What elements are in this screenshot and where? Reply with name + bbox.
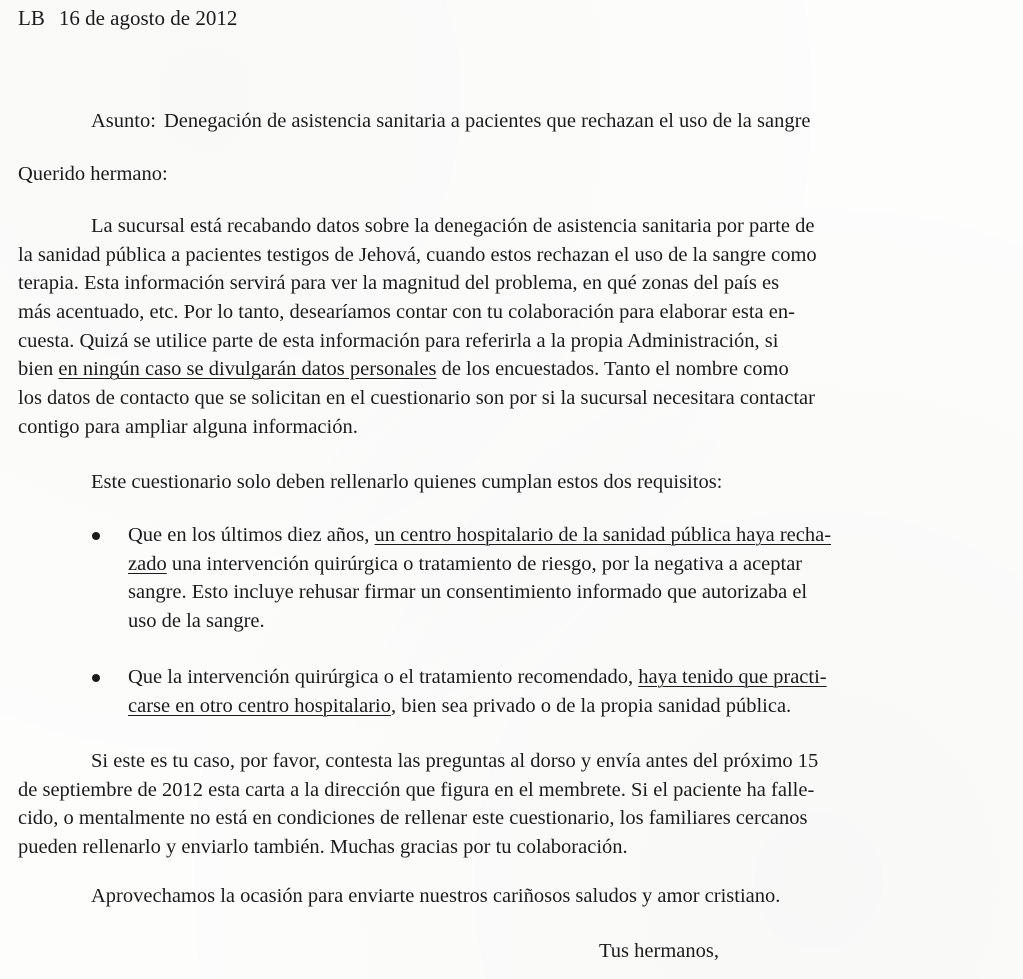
paragraph-line [128, 521, 831, 550]
subject-label: Asunto: [91, 110, 156, 132]
paragraph-line [128, 550, 831, 579]
paragraph-line [18, 355, 817, 384]
paragraph-line: la sanidad pública a pacientes testigos de Jehová, cuando estos rechazan el uso de la sangre como [18, 243, 817, 266]
underlined-text: carse en otro centro hospitalario [128, 694, 391, 717]
text-fragment: Que en los últimos diez años, [128, 524, 370, 546]
paragraph-instructions [18, 747, 818, 862]
paragraph-line: cido, o mentalmente no está en condiciones de rellenar este cuestionario, los familiares cercanos [18, 807, 808, 830]
bullet-icon [92, 674, 100, 682]
signature: Tus hermanos, [599, 940, 719, 962]
paragraph-line [128, 663, 827, 692]
requirement-text [128, 521, 831, 636]
paragraph-line: uso de la sangre. [128, 610, 265, 633]
salutation: Querido hermano: [18, 163, 168, 185]
paragraph-line: La sucursal está recabando datos sobre la denegación de asistencia sanitaria por parte de [91, 215, 815, 237]
underlined-text: en ningún caso se divulgarán datos personales [58, 358, 437, 381]
paragraph-line [128, 692, 827, 721]
paragraph-line: sangre. Esto incluye rehusar firmar un consentimiento informado que autorizaba el [128, 581, 808, 604]
requirements-intro: Este cuestionario solo deben rellenarlo quienes cumplan estos dos requisitos: [91, 471, 723, 493]
paragraph-line: Si este es tu caso, por favor, contesta las preguntas al dorso y envía antes del próximo 15 [91, 750, 819, 772]
paragraph-line: los datos de contacto que se solicitan en el cuestionario son por si la sucursal necesitara contactar [18, 387, 815, 410]
paragraph-line: pueden rellenarlo y enviarlo también. Muchas gracias por tu colaboración. [18, 836, 628, 859]
paragraph-line: terapia. Esta información servirá para ver la magnitud del problema, en qué zonas del país es [18, 272, 780, 295]
text-fragment: Que la intervención quirúrgica o el tratamiento recomendado, [128, 666, 634, 688]
text-fragment: bien [18, 358, 54, 381]
paragraph-intro [18, 212, 817, 442]
underlined-text: un centro hospitalario de la sanidad pública haya recha- [374, 524, 832, 546]
underlined-text: zado [128, 552, 167, 575]
paragraph-line: de septiembre de 2012 esta carta a la dirección que figura en el membrete. Si el paciente ha falle- [18, 778, 815, 801]
reference-code: LB [18, 6, 45, 30]
letter-date: 16 de agosto de 2012 [58, 6, 238, 30]
paragraph-line: contigo para ampliar alguna información. [18, 415, 358, 438]
requirement-text [128, 663, 827, 720]
underlined-text: haya tenido que practi- [638, 666, 827, 688]
text-fragment: una intervención quirúrgica o tratamiento de riesgo, por la negativa a aceptar [171, 552, 803, 575]
paragraph-line: cuesta. Quizá se utilice parte de esta información para referirla a la propia Administración, si [18, 329, 779, 352]
paragraph-line: más acentuado, etc. Por lo tanto, desearíamos contar con tu colaboración para elaborar esta en- [18, 301, 795, 324]
subject-line [91, 107, 811, 136]
subject-text: Denegación de asistencia sanitaria a pacientes que rechazan el uso de la sangre [163, 110, 811, 132]
bullet-icon [92, 532, 100, 540]
text-fragment: , bien sea privado o de la propia sanidad pública. [390, 694, 792, 717]
text-fragment: de los encuestados. Tanto el nombre como [441, 358, 789, 381]
letter-header [18, 4, 237, 33]
closing-line: Aprovechamos la ocasión para enviarte nuestros cariñosos saludos y amor cristiano. [91, 885, 781, 907]
